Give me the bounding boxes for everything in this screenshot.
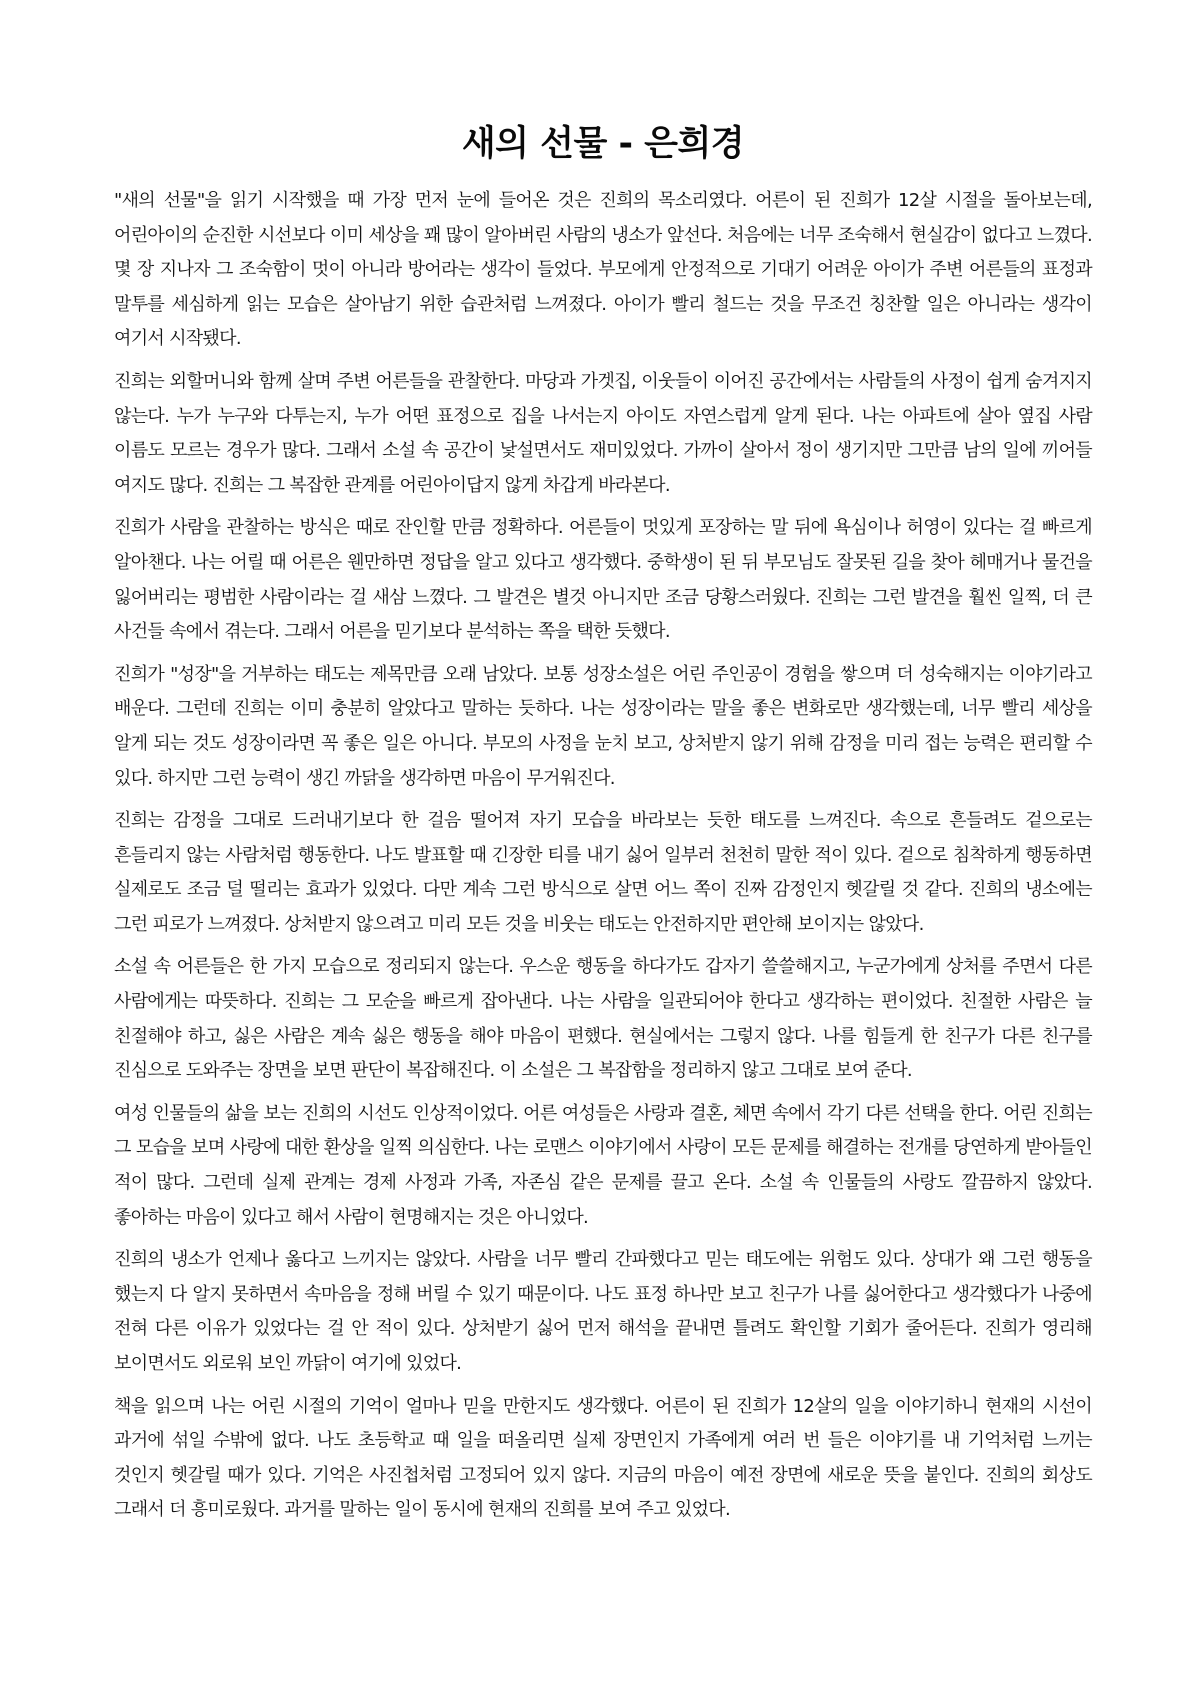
body-paragraph: 진희가 사람을 관찰하는 방식은 때로 잔인할 만큼 정확하다. 어른들이 멋있게 포장하는 말 뒤에 욕심이나 허영이 있다는 걸 빠르게 알아챈다. 나는 어릴 때 어른은 웬만하면 정답을 알고 있다고 생각했다. 중학생이 된 뒤 부모님도 잘못된 길을 찾아 헤매거나 물건을 잃어버리는 평범한 사람이라는 걸 새삼 느꼈다. 그 발견은 별것 아니지만 조금 당황스러웠다. 진희는 그런 발견을 훨씬 일찍, 더 큰 사건들 속에서 겪는다. 그래서 어른을 믿기보다 분석하는 쪽을 택한 듯했다. [114,517,1092,643]
body-paragraph: "새의 선물"을 읽기 시작했을 때 가장 먼저 눈에 들어온 것은 진희의 목소리였다. 어른이 된 진희가 12살 시절을 돌아보는데, 어린아이의 순진한 시선보다 이미 세상을 꽤 많이 알아버린 사람의 냉소가 앞선다. 처음에는 너무 조숙해서 현실감이 없다고 느꼈다. 몇 장 지나자 그 조숙함이 멋이 아니라 방어라는 생각이 들었다. 부모에게 안정적으로 기대기 어려운 아이가 주변 어른들의 표정과 말투를 세심하게 읽는 모습은 살아남기 위한 습관처럼 느껴졌다. 아이가 빨리 철드는 것을 무조건 칭찬할 일은 아니라는 생각이 여기서 시작됐다. [114,190,1092,350]
body-paragraph: 소설 속 어른들은 한 가지 모습으로 정리되지 않는다. 우스운 행동을 하다가도 갑자기 쓸쓸해지고, 누군가에게 상처를 주면서 다른 사람에게는 따뜻하다. 진희는 그 모순을 빠르게 잡아낸다. 나는 사람을 일관되어야 한다고 생각하는 편이었다. 친절한 사람은 늘 친절해야 하고, 싫은 사람은 계속 싫은 행동을 해야 마음이 편했다. 현실에서는 그렇지 않다. 나를 힘들게 한 친구가 다른 친구를 진심으로 도와주는 장면을 보면 판단이 복잡해진다. 이 소설은 그 복잡함을 정리하지 않고 그대로 보여 준다. [114,956,1092,1082]
body-paragraph: 책을 읽으며 나는 어린 시절의 기억이 얼마나 믿을 만한지도 생각했다. 어른이 된 진희가 12살의 일을 이야기하니 현재의 시선이 과거에 섞일 수밖에 없다. 나도 초등학교 때 일을 떠올리면 실제 장면인지 가족에게 여러 번 들은 이야기를 내 기억처럼 느끼는 것인지 헷갈릴 때가 있다. 기억은 사진첩처럼 고정되어 있지 않다. 지금의 마음이 예전 장면에 새로운 뜻을 붙인다. 진희의 회상도 그래서 더 흥미로웠다. 과거를 말하는 일이 동시에 현재의 진희를 보여 주고 있었다. [114,1395,1092,1521]
body-paragraph: 진희가 "성장"을 거부하는 태도는 제목만큼 오래 남았다. 보통 성장소설은 어린 주인공이 경험을 쌓으며 더 성숙해지는 이야기라고 배운다. 그런데 진희는 이미 충분히 알았다고 말하는 듯하다. 나는 성장이라는 말을 좋은 변화로만 생각했는데, 너무 빨리 세상을 알게 되는 것도 성장이라면 꼭 좋은 일은 아니다. 부모의 사정을 눈치 보고, 상처받지 않기 위해 감정을 미리 접는 능력은 편리할 수 있다. 하지만 그런 능력이 생긴 까닭을 생각하면 마음이 무거워진다. [114,663,1092,789]
body-paragraph: 진희의 냉소가 언제나 옳다고 느끼지는 않았다. 사람을 너무 빨리 간파했다고 믿는 태도에는 위험도 있다. 상대가 왜 그런 행동을 했는지 다 알지 못하면서 속마음을 정해 버릴 수 있기 때문이다. 나도 표정 하나만 보고 친구가 나를 싫어한다고 생각했다가 나중에 전혀 다른 이유가 있었다는 걸 안 적이 있다. 상처받기 싫어 먼저 해석을 끝내면 틀려도 확인할 기회가 줄어든다. 진희가 영리해 보이면서도 외로워 보인 까닭이 여기에 있었다. [114,1249,1092,1374]
body-paragraph: 여성 인물들의 삶을 보는 진희의 시선도 인상적이었다. 어른 여성들은 사랑과 결혼, 체면 속에서 각기 다른 선택을 한다. 어린 진희는 그 모습을 보며 사랑에 대한 환상을 일찍 의심한다. 나는 로맨스 이야기에서 사랑이 모든 문제를 해결하는 전개를 당연하게 받아들인 적이 많다. 그런데 실제 관계는 경제 사정과 가족, 자존심 같은 문제를 끌고 온다. 소설 속 인물들의 사랑도 깔끔하지 않았다. 좋아하는 마음이 있다고 해서 사람이 현명해지는 것은 아니었다. [114,1102,1092,1228]
document-title: 새의 선물 - 은희경 [461,124,745,164]
document-body [114,184,1092,1528]
body-paragraph: 진희는 외할머니와 함께 살며 주변 어른들을 관찰한다. 마당과 가겟집, 이웃들이 이어진 공간에서는 사람들의 사정이 쉽게 숨겨지지 않는다. 누가 누구와 다투는지, 누가 어떤 표정으로 집을 나서는지 아이도 자연스럽게 알게 된다. 나는 아파트에 살아 옆집 사람 이름도 모르는 경우가 많다. 그래서 소설 속 공간이 낯설면서도 재미있었다. 가까이 살아서 정이 생기지만 그만큼 남의 일에 끼어들 여지도 많다. 진희는 그 복잡한 관계를 어린아이답지 않게 차갑게 바라본다. [114,370,1092,496]
body-paragraph: 진희는 감정을 그대로 드러내기보다 한 걸음 떨어져 자기 모습을 바라보는 듯한 태도를 느껴진다. 속으로 흔들려도 겉으로는 흔들리지 않는 사람처럼 행동한다. 나도 발표할 때 긴장한 티를 내기 싫어 일부러 천천히 말한 적이 있다. 겉으로 침착하게 행동하면 실제로도 조금 덜 떨리는 효과가 있었다. 다만 계속 그런 방식으로 살면 어느 쪽이 진짜 감정인지 헷갈릴 것 같다. 진희의 냉소에는 그런 피로가 느껴졌다. 상처받지 않으려고 미리 모든 것을 비웃는 태도는 안전하지만 편안해 보이지는 않았다. [114,810,1092,935]
